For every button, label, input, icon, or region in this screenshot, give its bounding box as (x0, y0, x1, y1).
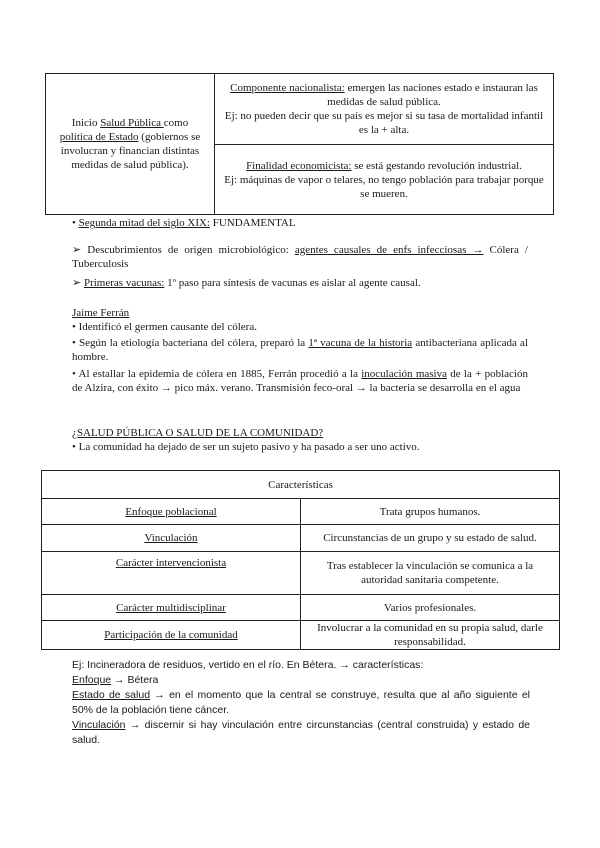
table-row (42, 525, 560, 552)
table-row (42, 552, 560, 595)
bullet: • (72, 217, 79, 229)
economicista-example: Ej: máquinas de vapor o telares, no tengo población para trabajar porque se mueren. (224, 173, 544, 200)
salud-publica-term: Salud Pública (100, 117, 164, 129)
table-row (42, 595, 560, 621)
characteristic-name-text: Carácter multidisciplinar (116, 601, 226, 614)
politica-estado-term: política de Estado (59, 131, 139, 143)
estado-salud-text: → en el momento que la central se construye, resulta que al año siguiente el 50% de la población tiene cáncer. (72, 689, 530, 716)
economicista-heading: Finalidad economicista: (246, 159, 352, 172)
primera-vacuna-term: 1ª vacuna de la historia (308, 337, 413, 349)
ferran-block (72, 306, 528, 395)
ferran-bullet-1: • Identificó el germen causante del cólera. (72, 321, 257, 333)
agentes-causales-term: agentes causales de enfs infecciosas → (294, 244, 484, 256)
characteristic-name-text: Vinculación (144, 532, 198, 544)
enfoque-term: Enfoque (72, 674, 112, 686)
table-row (42, 499, 560, 525)
characteristic-name-text: Participación de la comunidad (104, 629, 238, 641)
ferran-heading: Jaime Ferrán (72, 307, 130, 319)
nacionalista-cell (215, 74, 554, 145)
characteristic-desc: Trata grupos humanos. (301, 499, 560, 525)
intro-text: Inicio (71, 117, 101, 129)
ferran-bullet-2: antibacteriana aplicada al hombre. (72, 337, 528, 363)
characteristic-desc: Tras establecer la vinculación se comunica a la autoridad sanitaria competente. (301, 552, 560, 595)
inoculacion-masiva-term: inoculación masiva (361, 368, 447, 380)
nacionalista-heading: Componente nacionalista: (230, 82, 345, 94)
arrow-bullet: ➢ (72, 277, 84, 289)
characteristic-name-text: Carácter intervencionista (115, 557, 227, 569)
vinculacion-term: Vinculación (72, 719, 126, 731)
intro-text: como (163, 117, 189, 129)
discoveries-block (72, 243, 528, 290)
discoveries-item: Cólera / Tuberculosis (72, 244, 528, 270)
characteristic-name (42, 552, 301, 595)
nacionalista-example: Ej: no pueden decir que su país es mejor si su tasa de mortalidad infantil es la + alta. (224, 110, 544, 136)
economicista-text: se está gestando revolución industrial. (351, 159, 522, 172)
nacionalista-text: emergen las naciones estado e instauran las medidas de salud pública. (327, 82, 538, 108)
ferran-bullet-3: de la + población de Alzira, con éxito → pico máx. verano. Transmisión feco-oral → la bacteria se desarrolla en el agua (72, 368, 528, 394)
section-siglo-xix (72, 216, 528, 230)
table-row (42, 621, 560, 650)
discoveries-item: ➢ Descubrimientos de origen microbiológico: (72, 244, 295, 256)
section-heading-rest: FUNDAMENTAL (209, 217, 296, 229)
characteristic-name (42, 499, 301, 525)
economicista-cell (215, 145, 554, 215)
community-block (72, 426, 528, 454)
characteristic-name (42, 525, 301, 552)
vinculacion-text: → discernir si hay vinculación entre circunstancias (central construida) y estado de salud. (72, 719, 530, 746)
ferran-bullet-2: • Según la etiología bacteriana del cólera, preparó la (72, 337, 309, 349)
characteristic-desc: Involucrar a la comunidad en su propia salud, darle responsabilidad. (301, 621, 560, 650)
characteristic-name-text: Enfoque poblacional (125, 505, 217, 518)
characteristic-desc: Varios profesionales. (301, 595, 560, 621)
characteristic-desc: Circunstancias de un grupo y su estado de salud. (301, 525, 560, 552)
intro-text: (gobiernos se involucran y financian distintas medidas de salud pública). (60, 131, 201, 171)
characteristic-name (42, 595, 301, 621)
enfoque-text: → Bétera (111, 674, 159, 686)
characteristics-table (41, 470, 560, 650)
ferran-bullet-3: • Al estallar la epidemia de cólera en 1885, Ferrán procedió a la (72, 368, 362, 380)
characteristics-header: Características (42, 471, 560, 499)
community-bullet: • La comunidad ha dejado de ser un sujeto pasivo y ha pasado a ser uno activo. (72, 441, 420, 453)
section-heading: Segunda mitad del siglo XIX: (78, 217, 210, 229)
intro-table (45, 73, 554, 215)
community-heading: ¿SALUD PÚBLICA O SALUD DE LA COMUNIDAD? (72, 427, 324, 439)
primeras-vacunas-term: Primeras vacunas: (83, 277, 165, 289)
characteristic-name (42, 621, 301, 650)
intro-left-cell (46, 74, 215, 215)
example-intro: Ej: Incineradora de residuos, vertido en el río. En Bétera. → características: (72, 659, 424, 671)
estado-salud-term: Estado de salud (72, 689, 151, 701)
vacunas-text: 1º paso para síntesis de vacunas es aislar al agente causal. (164, 277, 421, 289)
example-block (72, 658, 530, 748)
